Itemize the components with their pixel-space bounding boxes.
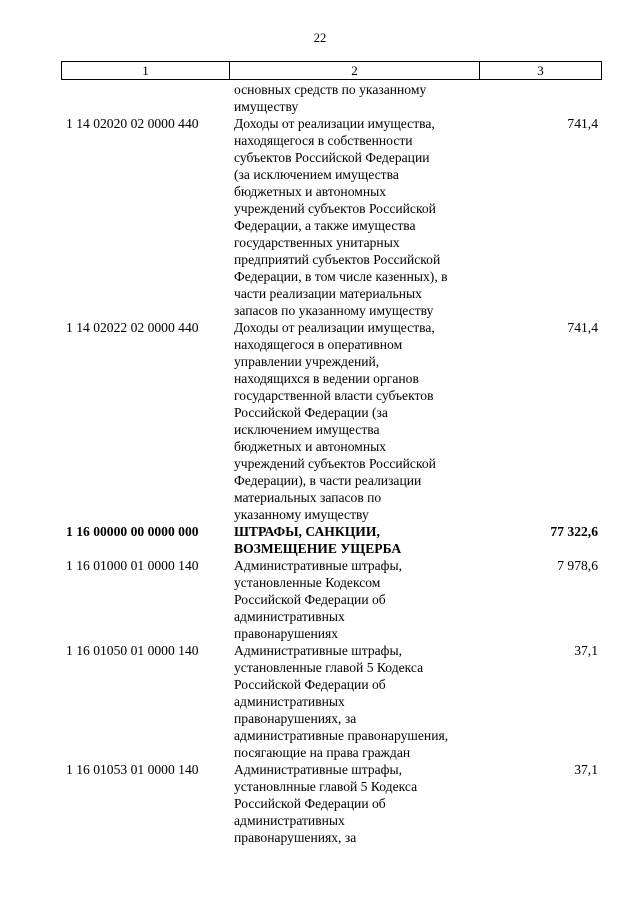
row-name	[234, 319, 484, 523]
row-name-line: находящегося в оперативном	[234, 337, 403, 352]
row-name-line: основных средств по указанному	[234, 82, 427, 97]
row-name-line: Федерации, а также имущества	[234, 218, 416, 233]
row-name-line: Административные штрафы,	[234, 762, 402, 777]
row-name-line: Российской Федерации об	[234, 592, 386, 607]
row-name-line: ВОЗМЕЩЕНИЕ УЩЕРБА	[234, 541, 402, 556]
row-name-line: исключением имущества	[234, 422, 380, 437]
row-name-line: государственных унитарных	[234, 235, 400, 250]
row-name-line: правонарушениях	[234, 626, 339, 641]
row-name-line: правонарушениях, за	[234, 830, 357, 845]
row-name-line: бюджетных и автономных	[234, 184, 387, 199]
row-name-line: бюджетных и автономных	[234, 439, 387, 454]
table-row	[0, 115, 640, 319]
row-name-line: посягающие на права граждан	[234, 745, 411, 760]
row-name	[234, 523, 484, 557]
row-amount: 77 322,6	[550, 524, 598, 539]
table-row	[0, 761, 640, 846]
row-amount: 741,4	[567, 116, 598, 131]
row-name-line: Административные штрафы,	[234, 558, 402, 573]
row-amount: 7 978,6	[557, 558, 598, 573]
table-body	[0, 81, 640, 846]
row-name-line: предприятий субъектов Российской	[234, 252, 441, 267]
row-name-line: (за исключением имущества	[234, 167, 399, 182]
row-name-line: Федерации, в том числе казенных), в	[234, 269, 448, 284]
row-code: 1 16 01053 01 0000 140	[66, 762, 199, 777]
row-amount: 741,4	[567, 320, 598, 335]
row-name-line: Российской Федерации об	[234, 796, 386, 811]
row-code: 1 16 01050 01 0000 140	[66, 643, 199, 658]
row-amount: 37,1	[574, 762, 598, 777]
row-name-line: установленные Кодексом	[234, 575, 381, 590]
row-name-line: установлнные главой 5 Кодекса	[234, 779, 418, 794]
column-header-2: 2	[230, 62, 480, 79]
row-name	[234, 81, 484, 115]
row-name-line: административные правонарушения,	[234, 728, 449, 743]
row-code: 1 16 01000 01 0000 140	[66, 558, 199, 573]
row-name-line: учреждений субъектов Российской	[234, 201, 436, 216]
row-code: 1 16 00000 00 0000 000	[66, 524, 199, 539]
row-name-line: установленные главой 5 Кодекса	[234, 660, 424, 675]
row-name-line: части реализации материальных	[234, 286, 422, 301]
table-row	[0, 557, 640, 642]
row-name-line: имуществу	[234, 99, 299, 114]
row-amount: 37,1	[574, 643, 598, 658]
row-name-line: Доходы от реализации имущества,	[234, 116, 435, 131]
row-code: 1 14 02022 02 0000 440	[66, 320, 199, 335]
table-row	[0, 523, 640, 557]
row-name-line: административных	[234, 609, 345, 624]
row-code: 1 14 02020 02 0000 440	[66, 116, 199, 131]
row-name-line: материальных запасов по	[234, 490, 382, 505]
row-name	[234, 115, 484, 319]
row-name-line: административных	[234, 694, 345, 709]
row-name-line: указанному имуществу	[234, 507, 369, 522]
row-name-line: ШТРАФЫ, САНКЦИИ,	[234, 524, 380, 539]
row-name	[234, 761, 484, 846]
table-row	[0, 319, 640, 523]
table-row	[0, 81, 640, 115]
column-header-1: 1	[62, 62, 230, 79]
page-number: 22	[313, 31, 327, 45]
row-name-line: правонарушениях, за	[234, 711, 357, 726]
column-header-3: 3	[537, 62, 544, 78]
row-name-line: Административные штрафы,	[234, 643, 402, 658]
row-name-line: государственной власти субъектов	[234, 388, 434, 403]
table-row	[0, 642, 640, 761]
row-name-line: Федерации), в части реализации	[234, 473, 422, 488]
row-name-line: Российской Федерации об	[234, 677, 386, 692]
row-name-line: учреждений субъектов Российской	[234, 456, 436, 471]
row-name-line: находящегося в собственности	[234, 133, 413, 148]
row-name-line: субъектов Российской Федерации	[234, 150, 430, 165]
row-name-line: административных	[234, 813, 345, 828]
row-name-line: запасов по указанному имуществу	[234, 303, 434, 318]
table-column-header	[61, 61, 602, 80]
row-name-line: управлении учреждений,	[234, 354, 380, 369]
row-name-line: Доходы от реализации имущества,	[234, 320, 435, 335]
row-name-line: находящихся в ведении органов	[234, 371, 419, 386]
row-name	[234, 557, 484, 642]
row-name-line: Российской Федерации (за	[234, 405, 388, 420]
row-name	[234, 642, 484, 761]
